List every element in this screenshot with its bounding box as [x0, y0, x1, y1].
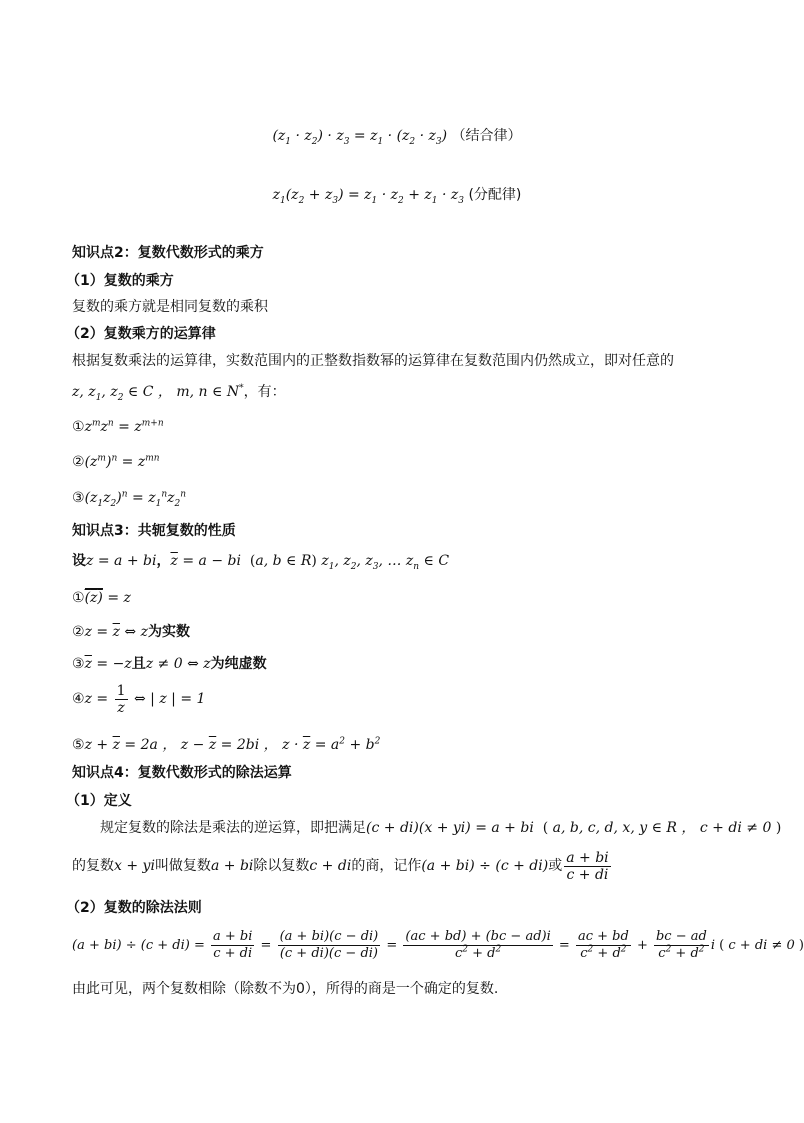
division-rule-formula: (a + bi) ÷ (c + di) = $\frac{a + bi}{c + di}$ = $\frac{(a + bi)(c - di)}{(c + di)(c - di)}$ = $\frac{(ac + bd) + (bc - ad)i}{c^2 + d^2}$ = $\frac{ac + bd}{c^2 + d^2}$ + $\frac{bc - ad}{c^2 + d^2}$ i ( c + di ≠ 0 ): [72, 929, 804, 961]
kp4-definition: [100, 819, 781, 837]
item-3-marker: ③: [72, 656, 85, 672]
kp4-def-text: 规定复数的除法是乘法的逆运算，即把满足: [100, 820, 366, 836]
kp3-item-2: [72, 623, 190, 641]
item-4-formula: z = $\frac{1}{z}$ ⇔ | z | = 1: [84, 682, 206, 716]
kp2-tail: ，有：: [243, 384, 286, 400]
kp4-title: 知识点4：复数代数形式的除法运算: [72, 765, 292, 781]
quotient-fraction: $\frac{a + bi}{c + di}$: [566, 849, 609, 883]
item-1-formula: (z) = z: [84, 590, 131, 606]
item-3-text: 为纯虚数: [210, 656, 267, 672]
distributive-formula: $z_1(z_2 + z_3) = z_1 \cdot z_2 + z_1 \cdot z_3$: [272, 187, 465, 206]
associative-law: [0, 127, 794, 145]
kp2-set-math: z, $z_1$, $z_2$ ∈ C ， m, n ∈ N*: [72, 383, 244, 403]
kp3-z-def: z = a + bi: [86, 553, 157, 569]
kp4-sub2: （2）复数的除法法则: [66, 900, 202, 916]
kp3-item-4: [72, 682, 205, 716]
kp2-sub2: （2）复数乘方的运算律: [66, 326, 216, 342]
kp3-title: 知识点3：共轭复数的性质: [72, 523, 236, 539]
item-2-formula: $z = \overline{z}$ ⇔ z: [84, 624, 149, 640]
item-2-text: 为实数: [148, 624, 191, 640]
rule-2-marker: ②: [72, 454, 85, 470]
kp3-definition: 设z = a + bi，$\overline{z} = a$ − bi (a, b ∈ R) $z_1$, $z_2$, $z_3$, … $z_n$ ∈ C: [72, 553, 450, 572]
rule-1-marker: ①: [72, 419, 85, 435]
kp2-quantifier-line: [72, 383, 286, 401]
kp3-zbar-def: $\overline{z} = a$ − bi (a, b ∈ R) $z_1$, $z_2$, $z_3$, … $z_n$ ∈ C: [170, 553, 450, 572]
kp2-sub1: （1）复数的乘方: [66, 273, 174, 289]
kp3-item-3: $③\overline{z} = -z$且z ≠ 0 ⇔ z为纯虚数: [72, 656, 267, 672]
kp2-rule-1: [72, 418, 164, 436]
associative-formula: $(z_1 \cdot z_2) \cdot z_3 = z_1 \cdot (z_2 \cdot z_3)$: [272, 128, 448, 147]
item-5-marker: ⑤: [72, 737, 85, 753]
rule-1-formula: $z^mz^n = z^{m+n}$: [84, 418, 164, 435]
kp2-title: 知识点2：复数代数形式的乘方: [72, 245, 264, 261]
item-3-formula-a: $\overline{z} = -z$: [84, 656, 132, 672]
item-3-formula-b: z ≠ 0 ⇔ z: [145, 656, 211, 672]
kp4-def-formula: (c + di)(x + yi) = a + bi ( a, b, c, d, x, y ∈ R ， c + di ≠ 0 ): [366, 820, 782, 836]
kp4-conclusion: 由此可见，两个复数相除（除数不为0），所得的商是一个确定的复数.: [72, 981, 499, 997]
kp2-rule-2: [72, 453, 160, 471]
distributive-note: (分配律): [468, 187, 522, 203]
kp2-sub2-text: 根据复数乘法的运算律，实数范围内的正整数指数幂的运算律在复数范围内仍然成立，即对任意的: [72, 353, 674, 369]
kp3-item-5: [72, 736, 380, 754]
rule-3-marker: ③: [72, 490, 85, 506]
kp2-sub1-text: 复数的乘方就是相同复数的乘积: [72, 299, 268, 315]
item-2-marker: ②: [72, 624, 85, 640]
kp3-set-prefix: 设: [72, 553, 86, 569]
item-5-formula: $z + \overline{z} = 2a$ ， $z - \overline{z} = 2bi$ ， $z \cdot \overline{z} = a^2 + b^2$: [84, 736, 381, 753]
kp3-item-1: [72, 589, 131, 607]
kp4-definition-line2: 的复数x + yi叫做复数a + bi除以复数c + di的商，记作(a + bi) ÷ (c + di)或 $\frac{a + bi}{c + di}$: [72, 849, 609, 883]
kp2-rule-3: [72, 489, 186, 507]
item-1-marker: ①: [72, 590, 85, 606]
distributive-law: [0, 186, 794, 204]
associative-note: （结合律）: [451, 128, 522, 144]
item-4-marker: ④: [72, 691, 85, 707]
kp4-sub1: （1）定义: [66, 793, 132, 809]
rule-3-formula: $(z_1z_2)^n = z_1^nz_2^n$: [84, 489, 187, 509]
rule-2-formula: $(z^m)^n = z^{mn}$: [84, 453, 160, 470]
